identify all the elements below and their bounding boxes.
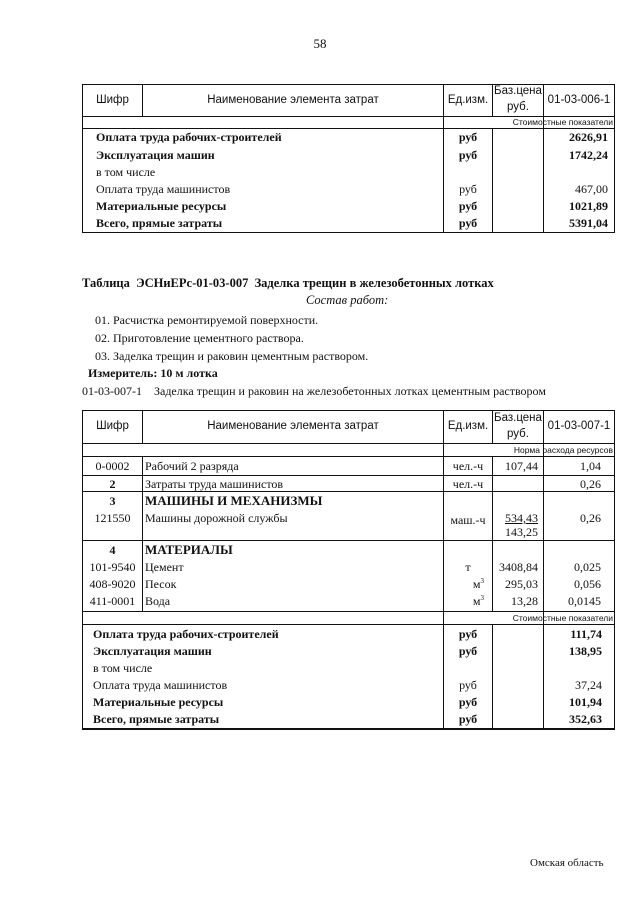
row-unit: руб [458,216,478,230]
resource-norm: 0,26 [580,477,601,491]
row-value: 352,63 [569,712,602,726]
row-name: Оплата труда машинистов [96,182,231,196]
resource-code: 101-9540 [89,560,136,574]
header-base-price-unit: руб. [507,428,529,440]
group-name: МАШИНЫ И МЕХАНИЗМЫ [145,493,323,508]
group-code: 4 [109,543,116,557]
header-item-code: 01-03-006-1 [547,94,611,106]
resource-norm: 0,0145 [568,594,601,608]
resource-name: Вода [145,594,171,608]
resource-unit: чел.-ч [452,477,484,491]
resource-code: 2 [109,477,116,491]
resource-code: 121550 [94,511,131,525]
resource-norm: 1,04 [580,459,601,473]
header-name: Наименование элемента затрат [207,94,379,106]
row-value: 467,00 [575,182,608,196]
resource-code: 411-0001 [89,594,136,608]
resource-name: Рабочий 2 разряда [145,459,239,473]
row-unit: руб [458,199,478,213]
row-name: Оплата труда рабочих-строителей [93,627,279,641]
region-footer: Омская область [530,857,604,869]
row-unit: руб [458,695,478,709]
row-value: 37,24 [575,678,602,692]
resource-unit: т [465,560,471,574]
resource-unit [444,594,484,609]
resource-unit: маш.-ч [450,513,486,527]
row-unit: руб [458,712,478,726]
work-step: 01. Расчистка ремонтируемой поверхности. [95,313,319,327]
section-label: Стоимостные показатели [512,117,613,127]
row-unit: руб [458,627,478,641]
resource-norm: 0,025 [574,560,601,574]
header-code: Шифр [96,420,129,432]
group-name: МАТЕРИАЛЫ [145,542,233,557]
header-item-code: 01-03-007-1 [547,420,611,432]
resource-price: 3408,84 [499,560,538,574]
header-base-price: Баз.цена [494,85,542,97]
resource-code: 0-0002 [95,459,130,473]
item-line: 01-03-007-1 Заделка трещин и раковин на железобетонных лотках цементным раствором [82,384,546,398]
row-name: Всего, прямые затраты [96,216,223,230]
row-name: в том числе [96,165,156,179]
resource-price: 107,44 [505,459,538,473]
row-name: Оплата труда рабочих-строителей [96,130,282,144]
row-name: Эксплуатация машин [93,644,212,658]
row-value: 5391,04 [569,216,608,230]
resource-norm: 0,056 [574,577,601,591]
norm-label: Норма расхода ресурсов [513,445,613,455]
row-name: Материальные ресурсы [96,199,227,213]
resource-price: 534,43 [505,511,538,525]
row-unit: руб [458,148,478,162]
row-name: Всего, прямые затраты [93,712,220,726]
header-code: Шифр [96,94,129,106]
row-value: 101,94 [569,695,602,709]
header-base-price-unit: руб. [507,101,529,113]
unit-text: м [472,577,481,591]
resource-unit [444,577,484,592]
unit-text: м [472,594,481,608]
row-name: Материальные ресурсы [93,695,224,709]
work-step: 03. Заделка трещин и раковин цементным раствором. [95,349,369,363]
resource-price-secondary: 143,25 [505,525,538,539]
row-value: 138,95 [569,644,602,658]
section-title: Таблица ЭСНиЕРс-01-03-007 Заделка трещин в железобетонных лотках [82,276,494,290]
row-unit: руб [459,678,477,692]
resource-name: Песок [145,577,177,591]
resource-name: Машины дорожной службы [145,511,288,525]
row-unit: руб [458,130,478,144]
header-unit: Ед.изм. [447,420,489,432]
resource-price: 295,03 [505,577,538,591]
header-unit: Ед.изм. [447,94,489,106]
row-unit: руб [459,182,477,196]
row-name: в том числе [93,661,153,675]
resource-name: Цемент [145,560,184,574]
resource-price: 13,28 [511,594,538,608]
resource-norm: 0,26 [580,511,601,525]
unit-exponent: 3 [480,577,484,585]
resource-name: Затраты труда машинистов [145,477,284,491]
header-base-price: Баз.цена [494,412,542,424]
row-unit: руб [458,644,478,658]
meter: Измеритель: 10 м лотка [88,366,218,380]
row-name: Оплата труда машинистов [93,678,228,692]
work-step: 02. Приготовление цементного раствора. [95,331,304,345]
group-code: 3 [109,494,116,508]
row-name: Эксплуатация машин [96,148,215,162]
row-value: 1021,89 [569,199,608,213]
row-value: 1742,24 [569,148,608,162]
resource-unit: чел.-ч [452,459,484,473]
header-name: Наименование элемента затрат [207,420,379,432]
section-label: Стоимостные показатели [512,613,613,623]
composition-title: Состав работ: [306,293,389,307]
page-number: 58 [313,36,327,51]
row-value: 2626,91 [569,130,608,144]
row-value: 111,74 [570,627,602,641]
resource-code: 408-9020 [89,577,136,591]
unit-exponent: 3 [480,594,484,602]
